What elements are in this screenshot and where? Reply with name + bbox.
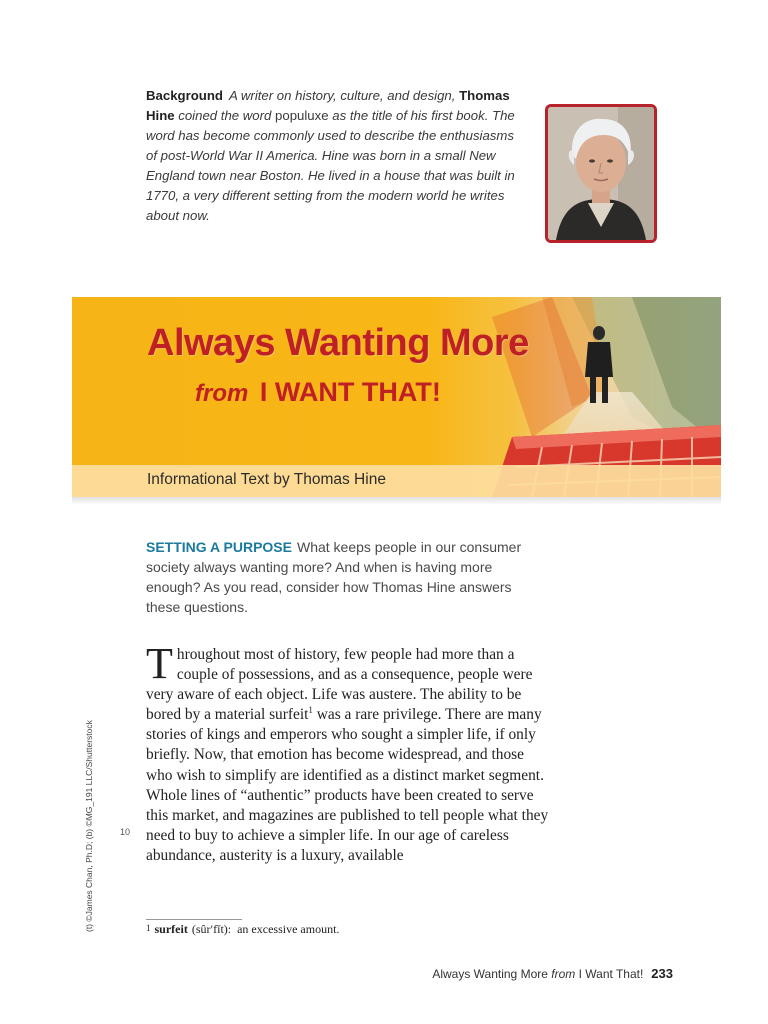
background-label: Background [146, 88, 223, 103]
background-note [146, 86, 518, 226]
purpose-text: What keeps people in our consumer society always wanting more? And when is having more enough? As you read, consider how Thomas Hine answers these questions. [146, 539, 522, 615]
body-paragraph [146, 639, 550, 866]
footnote-number: 1 [146, 923, 151, 933]
background-text-1: A writer on history, culture, and design, [228, 88, 456, 103]
banner-shadow [72, 497, 721, 505]
footnote [146, 922, 339, 937]
footnote-reference: 1 [308, 705, 313, 716]
source-title: I WANT THAT! [259, 377, 441, 407]
background-text-2: coined the word [178, 108, 272, 123]
footer-title-post: I Want That! [578, 967, 644, 981]
body-text-1: hroughout most of history, few people had more than a couple of possessions, and as a consequence, people were very aware of each object. Life was austere. The ability to be bored by a material surfeit [146, 646, 533, 724]
line-number: 10 [120, 827, 131, 837]
selection-title: Always Wanting More [147, 322, 529, 364]
footnote-pronunciation: (sûr′fĭt): [191, 922, 232, 936]
selection-subtitle [195, 377, 441, 408]
footer-from: from [551, 967, 576, 981]
footnote-rule [146, 919, 242, 920]
page-number: 233 [651, 966, 673, 981]
subtitle-from: from [195, 380, 249, 407]
author-photo [545, 104, 657, 243]
coined-word: populuxe [275, 108, 329, 123]
drop-cap: T [146, 639, 173, 688]
footnote-definition: an excessive amount. [237, 922, 340, 936]
background-text-3: as the title of his first book. The word has become commonly used to describe the enthusiasms of post-World War II America. Hine was born in a small New England town near Boston. He lived in a house that was built in 1770, a very different setting from the modern world he writes about now. [146, 108, 515, 223]
purpose-label: SETTING A PURPOSE [146, 539, 292, 555]
body-text-2: was a rare privilege. There are many stories of kings and emperors who sought a simpler life, if only briefly. Now, that emotion has become widespread, and those who wish to simplify are identified as a distinct market segment. Whole lines of “authentic” products have been created to serve this market, and magazines are published to tell people what they need to buy to achieve a simpler life. In our age of careless abundance, austerity is a luxury, available [146, 706, 549, 864]
footer-title-pre: Always Wanting More [432, 967, 548, 981]
author-portrait-illustration [548, 107, 654, 240]
photo-credit: (t) ©James Chan, Ph.D; (b) ©MG_191 LLC/Shutterstock [84, 720, 94, 932]
setting-a-purpose [146, 537, 536, 617]
genre-byline: Informational Text by Thomas Hine [147, 471, 386, 488]
author-name: Thomas Hine [146, 88, 510, 123]
footnote-term: surfeit [154, 922, 188, 936]
running-footer [432, 966, 673, 981]
